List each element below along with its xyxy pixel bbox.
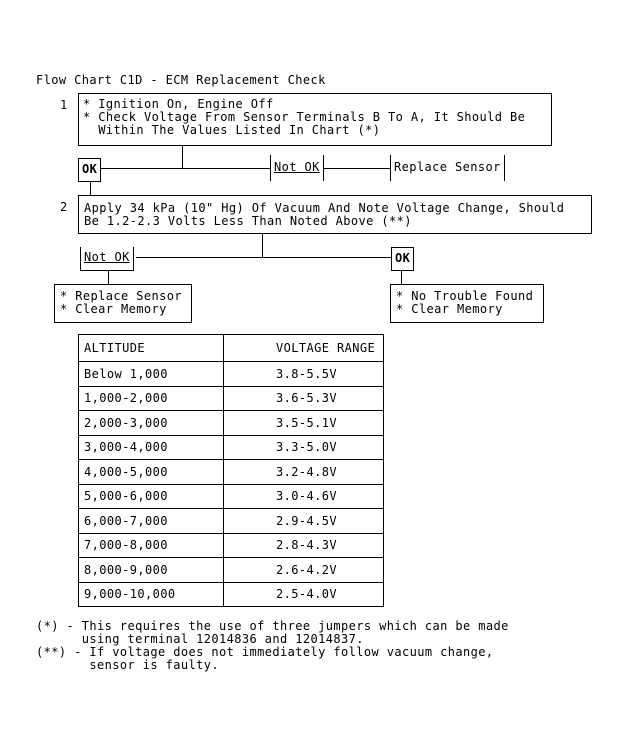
step-2-not-ok-down-line — [108, 270, 109, 284]
step-2-box — [78, 195, 592, 234]
step-1-line-2: * Check Voltage From Sensor Terminals B To A, It Should Be — [83, 110, 526, 124]
step-1-not-ok-text: Not OK — [274, 160, 320, 174]
altitude-cell: 6,000-7,000 — [79, 509, 224, 534]
footnote-2-line-1: (**) - If voltage does not immediately follow vacuum change, — [36, 645, 494, 659]
voltage-cell: 3.5-5.1V — [224, 411, 384, 436]
voltage-cell: 3.0-4.6V — [224, 484, 384, 509]
voltage-cell: 2.9-4.5V — [224, 509, 384, 534]
altitude-cell: 4,000-5,000 — [79, 460, 224, 485]
voltage-cell: 3.6-5.3V — [224, 386, 384, 411]
footnote-2 — [36, 646, 493, 672]
step-1-replace-sensor: Replace Sensor — [390, 155, 505, 181]
altitude-cell: 7,000-8,000 — [79, 533, 224, 558]
voltage-cell: 2.8-4.3V — [224, 533, 384, 558]
altitude-cell: 2,000-3,000 — [79, 411, 224, 436]
step-2-not-ok-result-box — [54, 284, 192, 323]
altitude-cell: 1,000-2,000 — [79, 386, 224, 411]
page-title: Flow Chart C1D - ECM Replacement Check — [36, 73, 326, 87]
step-2-ok-down-line — [401, 270, 402, 284]
step-2-not-ok-result-line-2: * Clear Memory — [60, 302, 167, 316]
footnote-1-line-1: (*) - This requires the use of three jumpers which can be made — [36, 619, 509, 633]
altitude-voltage-table — [78, 334, 384, 607]
table-row — [79, 460, 384, 485]
table-header-row — [79, 335, 384, 362]
step-1-box — [78, 93, 552, 146]
voltage-cell: 3.3-5.0V — [224, 435, 384, 460]
table-row — [79, 386, 384, 411]
step-1-stem — [182, 146, 183, 168]
step-2-ok-result-line-1: * No Trouble Found — [396, 289, 534, 303]
altitude-cell: 5,000-6,000 — [79, 484, 224, 509]
step-2-line-2: Be 1.2-2.3 Volts Less Than Noted Above (**) — [84, 214, 412, 228]
footnote-1 — [36, 620, 509, 646]
step-1-branch-line — [90, 168, 395, 169]
table-row — [79, 533, 384, 558]
step-2-branch-line — [136, 257, 392, 258]
table-row — [79, 484, 384, 509]
table-row — [79, 435, 384, 460]
altitude-cell: 3,000-4,000 — [79, 435, 224, 460]
table-row — [79, 558, 384, 583]
table-row — [79, 509, 384, 534]
step-2-line-1: Apply 34 kPa (10" Hg) Of Vacuum And Note Voltage Change, Should — [84, 201, 565, 215]
voltage-cell: 2.5-4.0V — [224, 582, 384, 607]
voltage-cell: 2.6-4.2V — [224, 558, 384, 583]
footnote-2-line-2: sensor is faulty. — [36, 658, 219, 672]
footnote-1-line-2: using terminal 12014836 and 12014837. — [36, 632, 364, 646]
step-2-not-ok-label — [80, 247, 134, 271]
step-2-stem — [262, 234, 263, 257]
step-2-ok-result-line-2: * Clear Memory — [396, 302, 503, 316]
step-1-number: 1 — [60, 98, 68, 112]
step-2-ok-label: OK — [391, 247, 414, 271]
step-1-line-3: Within The Values Listed In Chart (*) — [83, 123, 381, 137]
altitude-cell: 8,000-9,000 — [79, 558, 224, 583]
step-2-number: 2 — [60, 200, 68, 214]
table-row — [79, 411, 384, 436]
table-header-voltage-range: VOLTAGE RANGE — [224, 335, 384, 362]
table-row — [79, 362, 384, 387]
voltage-cell: 3.8-5.5V — [224, 362, 384, 387]
voltage-cell: 3.2-4.8V — [224, 460, 384, 485]
step-1-not-ok-label — [270, 155, 324, 181]
table-header-altitude: ALTITUDE — [79, 335, 224, 362]
step-1-ok-label: OK — [78, 158, 101, 182]
step-1-line-1: * Ignition On, Engine Off — [83, 97, 274, 111]
altitude-cell: 9,000-10,000 — [79, 582, 224, 607]
table-row — [79, 582, 384, 607]
step-2-not-ok-text: Not OK — [84, 250, 130, 264]
step-2-ok-result-box — [390, 284, 544, 323]
altitude-cell: Below 1,000 — [79, 362, 224, 387]
step-2-not-ok-result-line-1: * Replace Sensor — [60, 289, 182, 303]
